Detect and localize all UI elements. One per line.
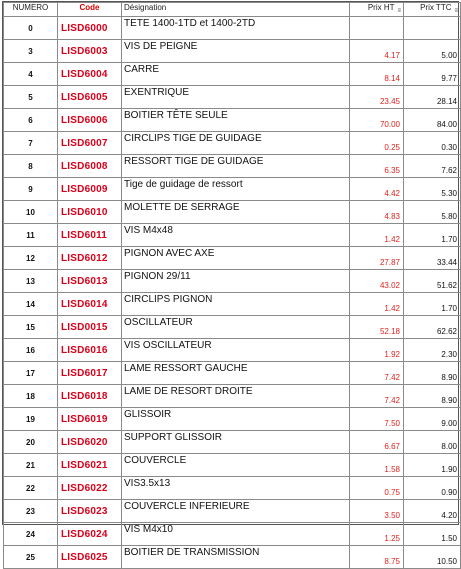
price-ttc: 7.62	[404, 155, 461, 178]
price-ttc: 84.00	[404, 109, 461, 132]
price-ttc: 33.44	[404, 247, 461, 270]
price-ht: 0.75	[350, 477, 404, 500]
table-body	[4, 17, 461, 569]
part-designation: VIS M4x10	[122, 523, 350, 546]
part-designation: VIS M4x48	[122, 224, 350, 247]
price-ht: 43.02	[350, 270, 404, 293]
price-ttc: 5.30	[404, 178, 461, 201]
price-ttc: 51.62	[404, 270, 461, 293]
part-designation: CIRCLIPS TIGE DE GUIDAGE	[122, 132, 350, 155]
table-row[interactable]	[4, 155, 461, 178]
part-code: LISD6008	[58, 155, 122, 178]
price-ttc: 0.90	[404, 477, 461, 500]
row-number: 12	[4, 247, 58, 270]
price-ttc: 5.00	[404, 40, 461, 63]
part-designation: BOITIER TÊTE SEULE	[122, 109, 350, 132]
price-ht: 1.58	[350, 454, 404, 477]
part-code: LISD6021	[58, 454, 122, 477]
header-prix-ht[interactable]	[350, 3, 404, 17]
table-header-row	[4, 3, 461, 17]
price-ht: 4.42	[350, 178, 404, 201]
row-number: 24	[4, 523, 58, 546]
part-code: LISD6000	[58, 17, 122, 40]
table-row[interactable]	[4, 109, 461, 132]
row-number: 3	[4, 40, 58, 63]
row-number: 14	[4, 293, 58, 316]
table-row[interactable]	[4, 500, 461, 523]
part-designation: VIS OSCILLATEUR	[122, 339, 350, 362]
part-code: LISD6010	[58, 201, 122, 224]
price-ttc: 0.30	[404, 132, 461, 155]
price-ht	[350, 17, 404, 40]
price-ttc: 9.00	[404, 408, 461, 431]
price-ht: 6.67	[350, 431, 404, 454]
table-row[interactable]	[4, 224, 461, 247]
part-designation: LAME RESSORT GAUCHE	[122, 362, 350, 385]
price-ttc: 1.70	[404, 224, 461, 247]
row-number: 18	[4, 385, 58, 408]
part-code: LISD6005	[58, 86, 122, 109]
part-code: LISD6006	[58, 109, 122, 132]
price-ttc: 1.50	[404, 523, 461, 546]
price-ttc: 4.20	[404, 500, 461, 523]
price-ht: 7.42	[350, 385, 404, 408]
row-number: 22	[4, 477, 58, 500]
row-number: 5	[4, 86, 58, 109]
price-ttc: 28.14	[404, 86, 461, 109]
row-number: 7	[4, 132, 58, 155]
part-designation: GLISSOIR	[122, 408, 350, 431]
part-code: LISD6003	[58, 40, 122, 63]
table-row[interactable]	[4, 178, 461, 201]
price-ht: 1.42	[350, 293, 404, 316]
table-row[interactable]	[4, 132, 461, 155]
part-designation: COUVERCLE INFERIEURE	[122, 500, 350, 523]
row-number: 11	[4, 224, 58, 247]
row-number: 16	[4, 339, 58, 362]
header-designation[interactable]: Désignation	[122, 3, 350, 17]
table-row[interactable]	[4, 454, 461, 477]
row-number: 9	[4, 178, 58, 201]
header-code[interactable]: Code	[58, 3, 122, 17]
part-designation: LAME DE RESORT DROITE	[122, 385, 350, 408]
row-number: 23	[4, 500, 58, 523]
header-numero[interactable]: NUMERO	[4, 3, 58, 17]
price-ttc: 1.70	[404, 293, 461, 316]
price-ht: 27.87	[350, 247, 404, 270]
row-number: 4	[4, 63, 58, 86]
table-row[interactable]	[4, 63, 461, 86]
part-code: LISD6014	[58, 293, 122, 316]
part-designation: PIGNON AVEC AXE	[122, 247, 350, 270]
price-ttc: 1.90	[404, 454, 461, 477]
table-row[interactable]	[4, 431, 461, 454]
table-row[interactable]	[4, 362, 461, 385]
price-ht: 4.17	[350, 40, 404, 63]
price-ht: 3.50	[350, 500, 404, 523]
price-ttc: 62.62	[404, 316, 461, 339]
part-code: LISD6009	[58, 178, 122, 201]
table-row[interactable]	[4, 86, 461, 109]
price-ttc: 10.50	[404, 546, 461, 569]
part-code: LISD6018	[58, 385, 122, 408]
row-number: 25	[4, 546, 58, 569]
part-designation: RESSORT TIGE DE GUIDAGE	[122, 155, 350, 178]
parts-table	[3, 2, 461, 569]
part-code: LISD6012	[58, 247, 122, 270]
part-code: LISD6019	[58, 408, 122, 431]
price-ht: 0.25	[350, 132, 404, 155]
part-code: LISD0015	[58, 316, 122, 339]
price-ttc	[404, 17, 461, 40]
part-code: LISD6011	[58, 224, 122, 247]
part-designation: OSCILLATEUR	[122, 316, 350, 339]
table-row[interactable]	[4, 316, 461, 339]
price-ht: 7.50	[350, 408, 404, 431]
row-number: 17	[4, 362, 58, 385]
part-designation: TETE 1400-1TD et 1400-2TD	[122, 17, 350, 40]
part-designation: VIS DE PEIGNE	[122, 40, 350, 63]
part-designation: Tige de guidage de ressort	[122, 178, 350, 201]
row-number: 0	[4, 17, 58, 40]
part-code: LISD6023	[58, 500, 122, 523]
row-number: 15	[4, 316, 58, 339]
table-row[interactable]	[4, 477, 461, 500]
row-number: 19	[4, 408, 58, 431]
table-row[interactable]	[4, 40, 461, 63]
row-number: 10	[4, 201, 58, 224]
price-ht: 1.42	[350, 224, 404, 247]
sort-icon: ≡	[397, 8, 401, 14]
table-row[interactable]	[4, 339, 461, 362]
parts-price-list	[2, 1, 459, 566]
row-number: 13	[4, 270, 58, 293]
table-row[interactable]	[4, 293, 461, 316]
sort-icon: ≡	[454, 8, 458, 14]
row-number: 21	[4, 454, 58, 477]
part-code: LISD6013	[58, 270, 122, 293]
table-row[interactable]	[4, 270, 461, 293]
part-designation: CIRCLIPS PIGNON	[122, 293, 350, 316]
part-designation: CARRE	[122, 63, 350, 86]
price-ht: 8.75	[350, 546, 404, 569]
header-prix-ttc[interactable]	[404, 3, 461, 17]
table-row[interactable]	[4, 385, 461, 408]
part-designation: SUPPORT GLISSOIR	[122, 431, 350, 454]
price-ttc: 5.80	[404, 201, 461, 224]
table-row[interactable]	[4, 546, 461, 569]
price-ht: 23.45	[350, 86, 404, 109]
part-code: LISD6025	[58, 546, 122, 569]
table-row[interactable]	[4, 17, 461, 40]
price-ttc: 8.90	[404, 385, 461, 408]
table-row[interactable]	[4, 523, 461, 546]
part-code: LISD6004	[58, 63, 122, 86]
price-ht: 4.83	[350, 201, 404, 224]
price-ht: 1.92	[350, 339, 404, 362]
price-ttc: 2.30	[404, 339, 461, 362]
price-ttc: 9.77	[404, 63, 461, 86]
part-code: LISD6020	[58, 431, 122, 454]
part-designation: PIGNON 29/11	[122, 270, 350, 293]
part-code: LISD6007	[58, 132, 122, 155]
row-number: 6	[4, 109, 58, 132]
price-ht: 70.00	[350, 109, 404, 132]
row-number: 8	[4, 155, 58, 178]
price-ht: 6.35	[350, 155, 404, 178]
part-designation: MOLETTE DE SERRAGE	[122, 201, 350, 224]
price-ttc: 8.00	[404, 431, 461, 454]
part-code: LISD6024	[58, 523, 122, 546]
row-number: 20	[4, 431, 58, 454]
price-ttc: 8.90	[404, 362, 461, 385]
table-row[interactable]	[4, 201, 461, 224]
price-ht: 7.42	[350, 362, 404, 385]
price-ht: 1.25	[350, 523, 404, 546]
part-code: LISD6022	[58, 477, 122, 500]
part-code: LISD6016	[58, 339, 122, 362]
table-row[interactable]	[4, 247, 461, 270]
part-designation: VIS3.5x13	[122, 477, 350, 500]
part-code: LISD6017	[58, 362, 122, 385]
header-prix-ttc-label: Prix TTC	[420, 3, 452, 12]
table-row[interactable]	[4, 408, 461, 431]
price-ht: 8.14	[350, 63, 404, 86]
part-designation: BOITIER DE TRANSMISSION	[122, 546, 350, 569]
header-prix-ht-label: Prix HT	[367, 3, 395, 12]
part-designation: EXENTRIQUE	[122, 86, 350, 109]
price-ht: 52.18	[350, 316, 404, 339]
part-designation: COUVERCLE	[122, 454, 350, 477]
